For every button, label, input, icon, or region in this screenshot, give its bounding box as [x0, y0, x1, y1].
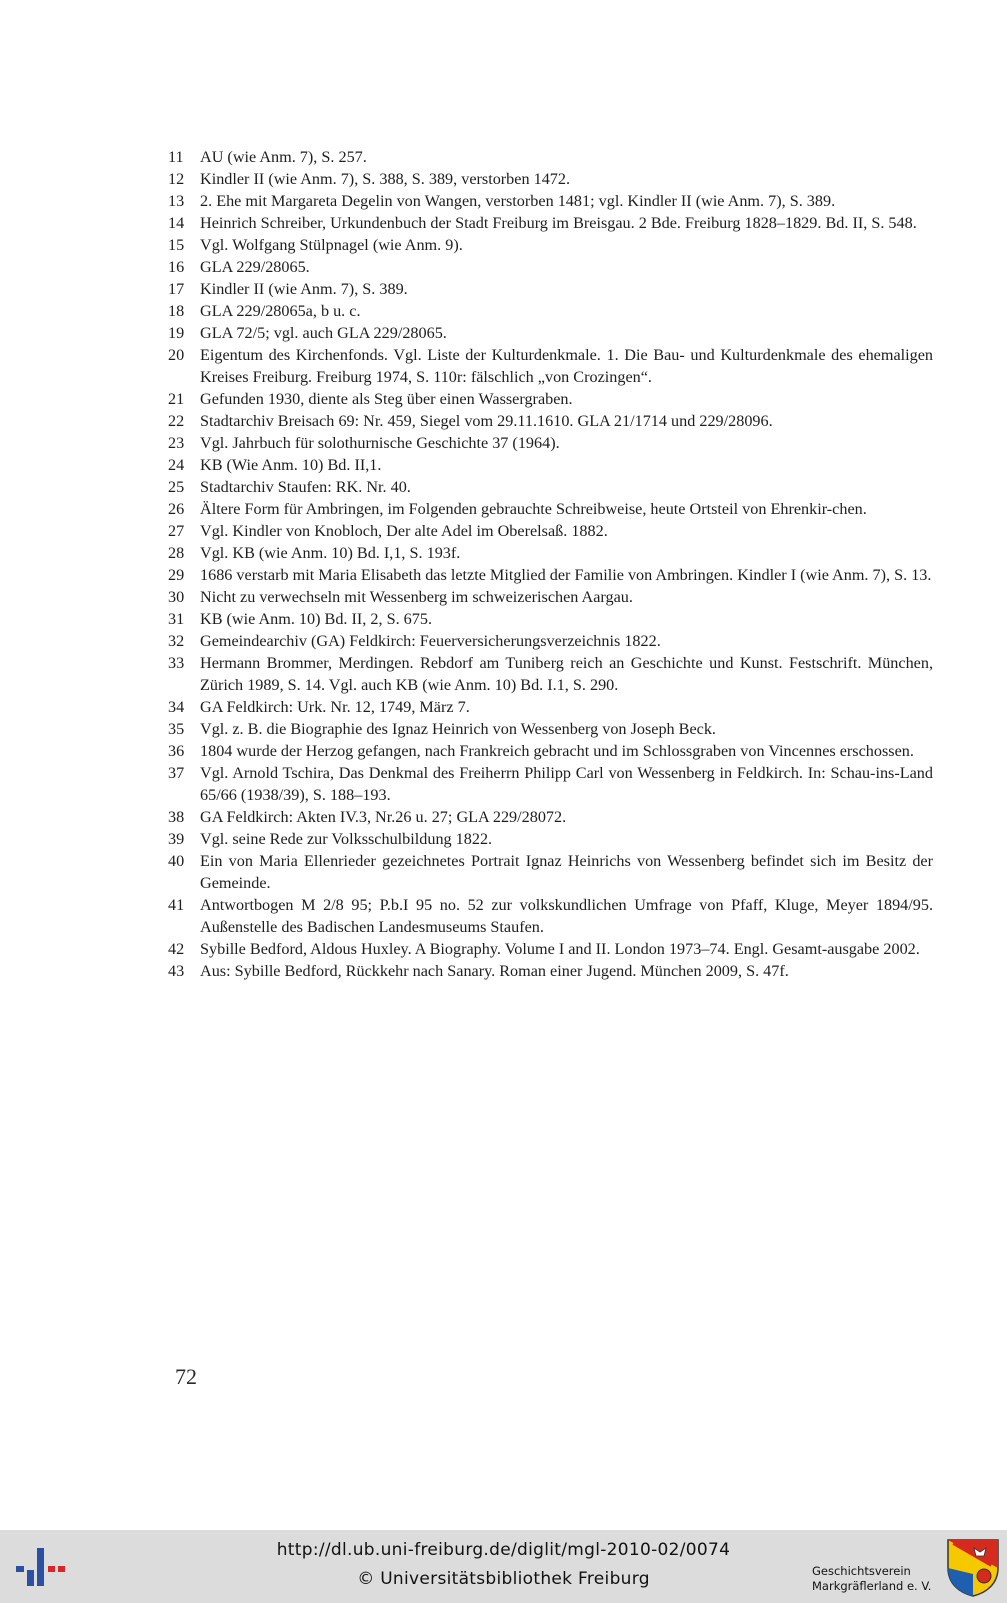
footnote-number: 25	[168, 478, 185, 496]
footnote-item	[168, 388, 933, 410]
footnote-item	[168, 630, 933, 652]
footnote-text: Ältere Form für Ambringen, im Folgenden gebrauchte Schreibweise, heute Ortsteil von Ehrenkir-chen.	[200, 500, 867, 518]
footnote-item	[168, 652, 933, 696]
footnote-text: Vgl. KB (wie Anm. 10) Bd. I,1, S. 193f.	[200, 544, 461, 562]
footnote-item	[168, 410, 933, 432]
footnote-item	[168, 828, 933, 850]
footnote-text: GLA 229/28065.	[200, 258, 310, 276]
footnote-number: 37	[168, 764, 185, 782]
footnote-text: Hermann Brommer, Merdingen. Rebdorf am Tuniberg reich an Geschichte und Kunst. Festschrift. München, Zürich 1989, S. 14. Vgl. auch KB (wie Anm. 10) Bd. I.1, S. 290.	[200, 654, 933, 694]
footnote-text: Eigentum des Kirchenfonds. Vgl. Liste der Kulturdenkmale. 1. Die Bau- und Kulturdenkmale des ehemaligen Kreises Freiburg. Freiburg 1974, S. 110r: fälschlich „von Crozingen“.	[200, 346, 933, 386]
footnote-item	[168, 168, 933, 190]
footnote-number: 12	[168, 170, 185, 188]
footnote-text: Stadtarchiv Breisach 69: Nr. 459, Siegel vom 29.11.1610. GLA 21/1714 und 229/28096.	[200, 412, 773, 430]
footnote-number: 41	[168, 896, 185, 914]
footnote-text: Kindler II (wie Anm. 7), S. 389.	[200, 280, 408, 298]
footnote-number: 43	[168, 962, 185, 980]
footnote-text: Aus: Sybille Bedford, Rückkehr nach Sanary. Roman einer Jugend. München 2009, S. 47f.	[200, 962, 789, 980]
footnote-text: Vgl. seine Rede zur Volksschulbildung 1822.	[200, 830, 493, 848]
footnote-text: AU (wie Anm. 7), S. 257.	[200, 148, 367, 166]
footnote-item	[168, 432, 933, 454]
footnote-item	[168, 520, 933, 542]
footer-bar	[0, 1530, 1007, 1603]
footnote-number: 40	[168, 852, 185, 870]
footnote-text: Vgl. Wolfgang Stülpnagel (wie Anm. 9).	[200, 236, 463, 254]
footnote-number: 15	[168, 236, 185, 254]
coat-of-arms-icon	[946, 1538, 1000, 1598]
footnote-text: 1804 wurde der Herzog gefangen, nach Frankreich gebracht und im Schlossgraben von Vincennes erschossen.	[200, 742, 914, 760]
footnote-number: 24	[168, 456, 185, 474]
footnote-number: 34	[168, 698, 185, 716]
footnote-number: 30	[168, 588, 185, 606]
footnote-text: KB (Wie Anm. 10) Bd. II,1.	[200, 456, 382, 474]
footnote-text: GLA 229/28065a, b u. c.	[200, 302, 361, 320]
footnote-text: Kindler II (wie Anm. 7), S. 388, S. 389, verstorben 1472.	[200, 170, 571, 188]
footnote-number: 18	[168, 302, 185, 320]
footnote-item	[168, 586, 933, 608]
society-name	[812, 1564, 942, 1594]
footnote-text: Vgl. z. B. die Biographie des Ignaz Heinrich von Wessenberg von Joseph Beck.	[200, 720, 716, 738]
footnotes-list	[168, 146, 933, 982]
footnote-number: 32	[168, 632, 185, 650]
footnote-item	[168, 718, 933, 740]
footnote-item	[168, 608, 933, 630]
footnote-number: 22	[168, 412, 185, 430]
footnote-number: 31	[168, 610, 185, 628]
society-name-line-2: Markgräflerland e. V.	[812, 1579, 932, 1593]
footnote-item	[168, 234, 933, 256]
footnote-number: 23	[168, 434, 185, 452]
footnote-item	[168, 696, 933, 718]
footnote-item	[168, 190, 933, 212]
footnote-text: Gemeindearchiv (GA) Feldkirch: Feuerversicherungsverzeichnis 1822.	[200, 632, 661, 650]
footnote-item	[168, 146, 933, 168]
footnote-item	[168, 938, 933, 960]
footnote-number: 42	[168, 940, 185, 958]
footnote-item	[168, 212, 933, 234]
footnote-text: Ein von Maria Ellenrieder gezeichnetes Portrait Ignaz Heinrichs von Wessenberg befindet sich im Besitz der Gemeinde.	[200, 852, 933, 892]
footnote-text: GA Feldkirch: Urk. Nr. 12, 1749, März 7.	[200, 698, 470, 716]
footnote-text: Vgl. Jahrbuch für solothurnische Geschichte 37 (1964).	[200, 434, 560, 452]
footer-url-link[interactable]: http://dl.ub.uni-freiburg.de/diglit/mgl-2010-02/0074	[276, 1540, 731, 1560]
footnote-item	[168, 344, 933, 388]
footnote-item	[168, 498, 933, 520]
footnote-number: 20	[168, 346, 185, 364]
footnote-text: GA Feldkirch: Akten IV.3, Nr.26 u. 27; GLA 229/28072.	[200, 808, 567, 826]
footnote-number: 26	[168, 500, 185, 518]
footnote-number: 13	[168, 192, 185, 210]
footnote-item	[168, 322, 933, 344]
footnote-text: Gefunden 1930, diente als Steg über einen Wassergraben.	[200, 390, 573, 408]
footnote-item	[168, 256, 933, 278]
footnote-number: 35	[168, 720, 185, 738]
society-name-line-1: Geschichtsverein	[812, 1564, 911, 1578]
footnote-text: Antwortbogen M 2/8 95; P.b.I 95 no. 52 zur volkskundlichen Umfrage von Pfaff, Kluge, Meyer 1894/95. Außenstelle des Badischen Landesmuseums Staufen.	[200, 896, 933, 936]
footnote-item	[168, 278, 933, 300]
footnote-number: 39	[168, 830, 185, 848]
footnote-item	[168, 454, 933, 476]
footnote-item	[168, 300, 933, 322]
footnote-text: GLA 72/5; vgl. auch GLA 229/28065.	[200, 324, 447, 342]
footnote-text: 2. Ehe mit Margareta Degelin von Wangen, verstorben 1481; vgl. Kindler II (wie Anm. 7), S. 389.	[200, 192, 836, 210]
footnote-text: KB (wie Anm. 10) Bd. II, 2, S. 675.	[200, 610, 433, 628]
footnote-item	[168, 850, 933, 894]
footnote-item	[168, 960, 933, 982]
footnote-item	[168, 542, 933, 564]
footnote-text: 1686 verstarb mit Maria Elisabeth das letzte Mitglied der Familie von Ambringen. Kindler I (wie Anm. 7), S. 13.	[200, 566, 932, 584]
footnote-text: Heinrich Schreiber, Urkundenbuch der Stadt Freiburg im Breisgau. 2 Bde. Freiburg 1828–1829. Bd. II, S. 548.	[200, 214, 917, 232]
footnote-number: 16	[168, 258, 185, 276]
footer-copyright: © Universitätsbibliothek Freiburg	[357, 1569, 650, 1589]
footnote-item	[168, 806, 933, 828]
footnote-text: Vgl. Arnold Tschira, Das Denkmal des Freiherrn Philipp Carl von Wessenberg in Feldkirch. In: Schau-ins-Land 65/66 (1938/39), S. 188–193.	[200, 764, 933, 804]
footnote-text: Sybille Bedford, Aldous Huxley. A Biography. Volume I and II. London 1973–74. Engl. Gesamt-ausgabe 2002.	[200, 940, 920, 958]
footnote-number: 19	[168, 324, 185, 342]
footnote-number: 11	[168, 148, 184, 166]
footnote-number: 28	[168, 544, 185, 562]
footnote-item	[168, 894, 933, 938]
footnote-item	[168, 762, 933, 806]
footnote-number: 27	[168, 522, 185, 540]
footnote-number: 14	[168, 214, 185, 232]
footnote-text: Nicht zu verwechseln mit Wessenberg im schweizerischen Aargau.	[200, 588, 633, 606]
footnote-item	[168, 564, 933, 586]
footnote-number: 17	[168, 280, 185, 298]
footnote-number: 21	[168, 390, 185, 408]
footnote-item	[168, 740, 933, 762]
footnote-number: 38	[168, 808, 185, 826]
footnote-item	[168, 476, 933, 498]
footnote-number: 36	[168, 742, 185, 760]
footnote-text: Stadtarchiv Staufen: RK. Nr. 40.	[200, 478, 411, 496]
footnote-number: 29	[168, 566, 185, 584]
page-number: 72	[175, 1364, 197, 1389]
footnote-text: Vgl. Kindler von Knobloch, Der alte Adel im Oberelsaß. 1882.	[200, 522, 608, 540]
footnote-number: 33	[168, 654, 185, 672]
